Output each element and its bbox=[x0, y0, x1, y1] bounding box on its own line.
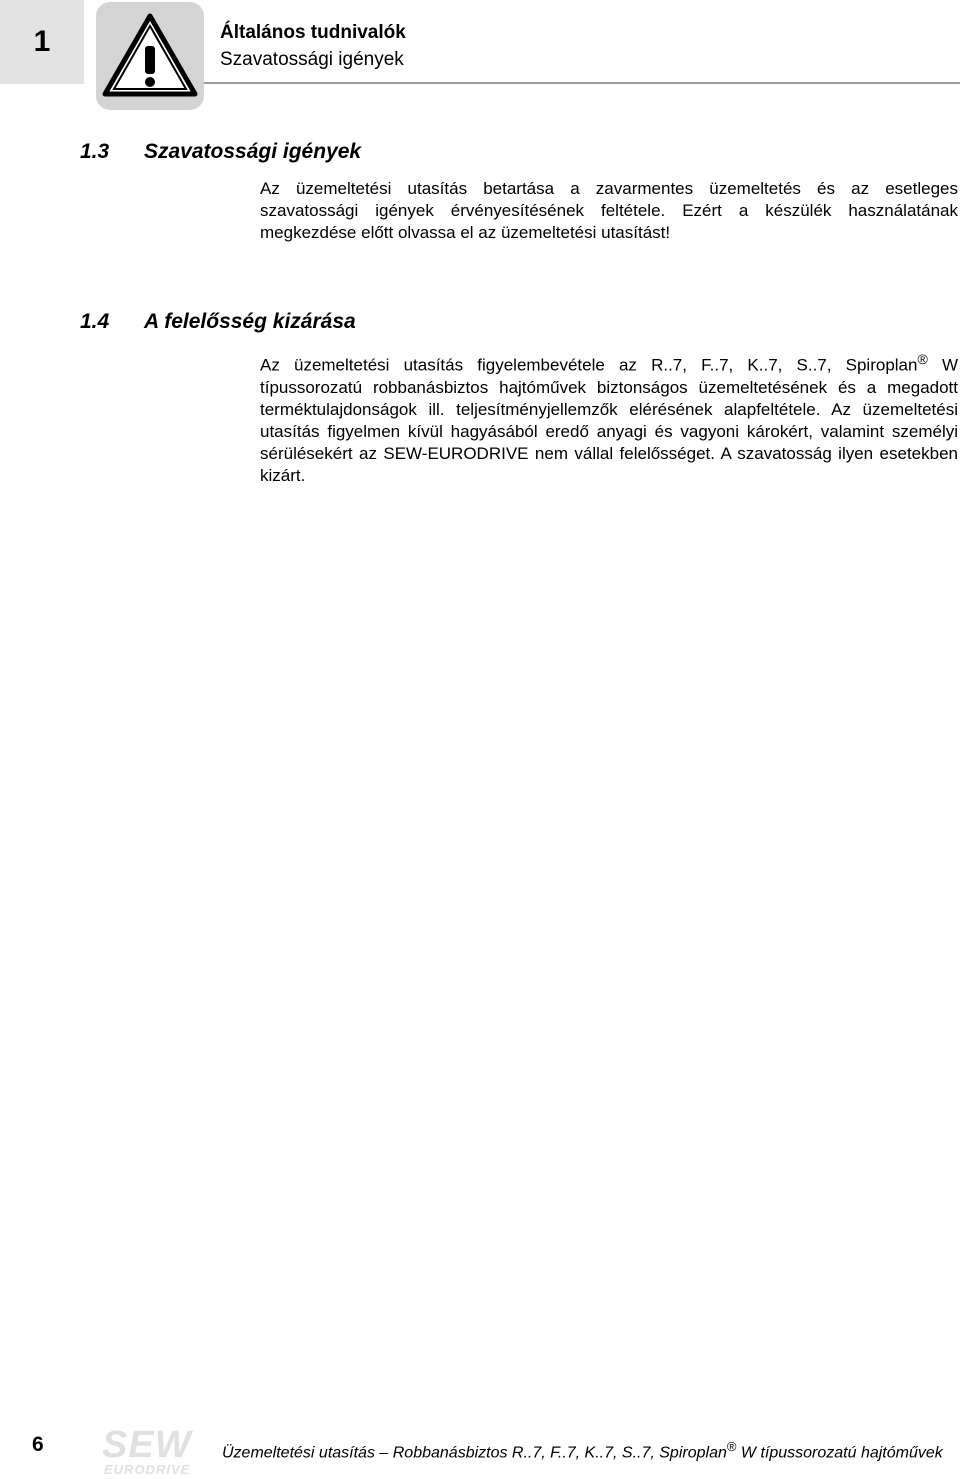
warning-triangle-icon bbox=[96, 2, 204, 110]
footer-text: Üzemeltetési utasítás – Robbanásbiztos R..7, F..7, K..7, S..7, Spiroplan bbox=[222, 1444, 727, 1462]
section-number: 1.4 bbox=[80, 310, 110, 333]
registered-mark: ® bbox=[917, 351, 928, 367]
section-heading: A felelősség kizárása bbox=[144, 310, 356, 333]
logo-eurodrive: EURODRIVE bbox=[104, 1462, 191, 1477]
section-paragraph bbox=[260, 348, 958, 487]
footer-text: W típussorozatú hajtóművek bbox=[736, 1444, 943, 1462]
page-number: 6 bbox=[32, 1433, 44, 1456]
paragraph-text: W típussorozatú robbanásbiztos hajtóművek biztonságos üzemeltetésének és a megadott terméktulajdonságok ill. teljesítményjellemzők elérésének alapfeltétele. Az üzemeltetési utasítás figyelmen kívül hagyásából eredő anyagi és vagyoni károkért, valamint személyi sérülésekért az SEW-EURODRIVE nem vállal felelősséget. A szavatosság ilyen esetekben kizárt. bbox=[260, 355, 958, 485]
header-subtitle: Szavatossági igények bbox=[220, 49, 404, 70]
chapter-number: 1 bbox=[0, 0, 84, 84]
section-number: 1.3 bbox=[80, 140, 110, 163]
paragraph-text: Az üzemeltetési utasítás figyelembevétele az R..7, F..7, K..7, S..7, Spiroplan bbox=[260, 355, 918, 375]
header-title: Általános tudnivalók bbox=[220, 22, 406, 43]
registered-mark: ® bbox=[726, 1439, 737, 1454]
section-paragraph: Az üzemeltetési utasítás betartása a zavarmentes üzemeltetés és az esetleges szavatossági igények érvényesítésének feltétele. Ezért a készülék használatának megkezdése előtt olvassa el az üzemeltetési utasítást! bbox=[260, 179, 958, 242]
header-divider bbox=[204, 82, 960, 84]
footer-document-title bbox=[222, 1439, 960, 1462]
warning-tile bbox=[96, 2, 204, 110]
section-heading: Szavatossági igények bbox=[144, 140, 362, 163]
logo-sew: SEW bbox=[102, 1424, 192, 1466]
sew-eurodrive-logo bbox=[100, 1424, 208, 1479]
